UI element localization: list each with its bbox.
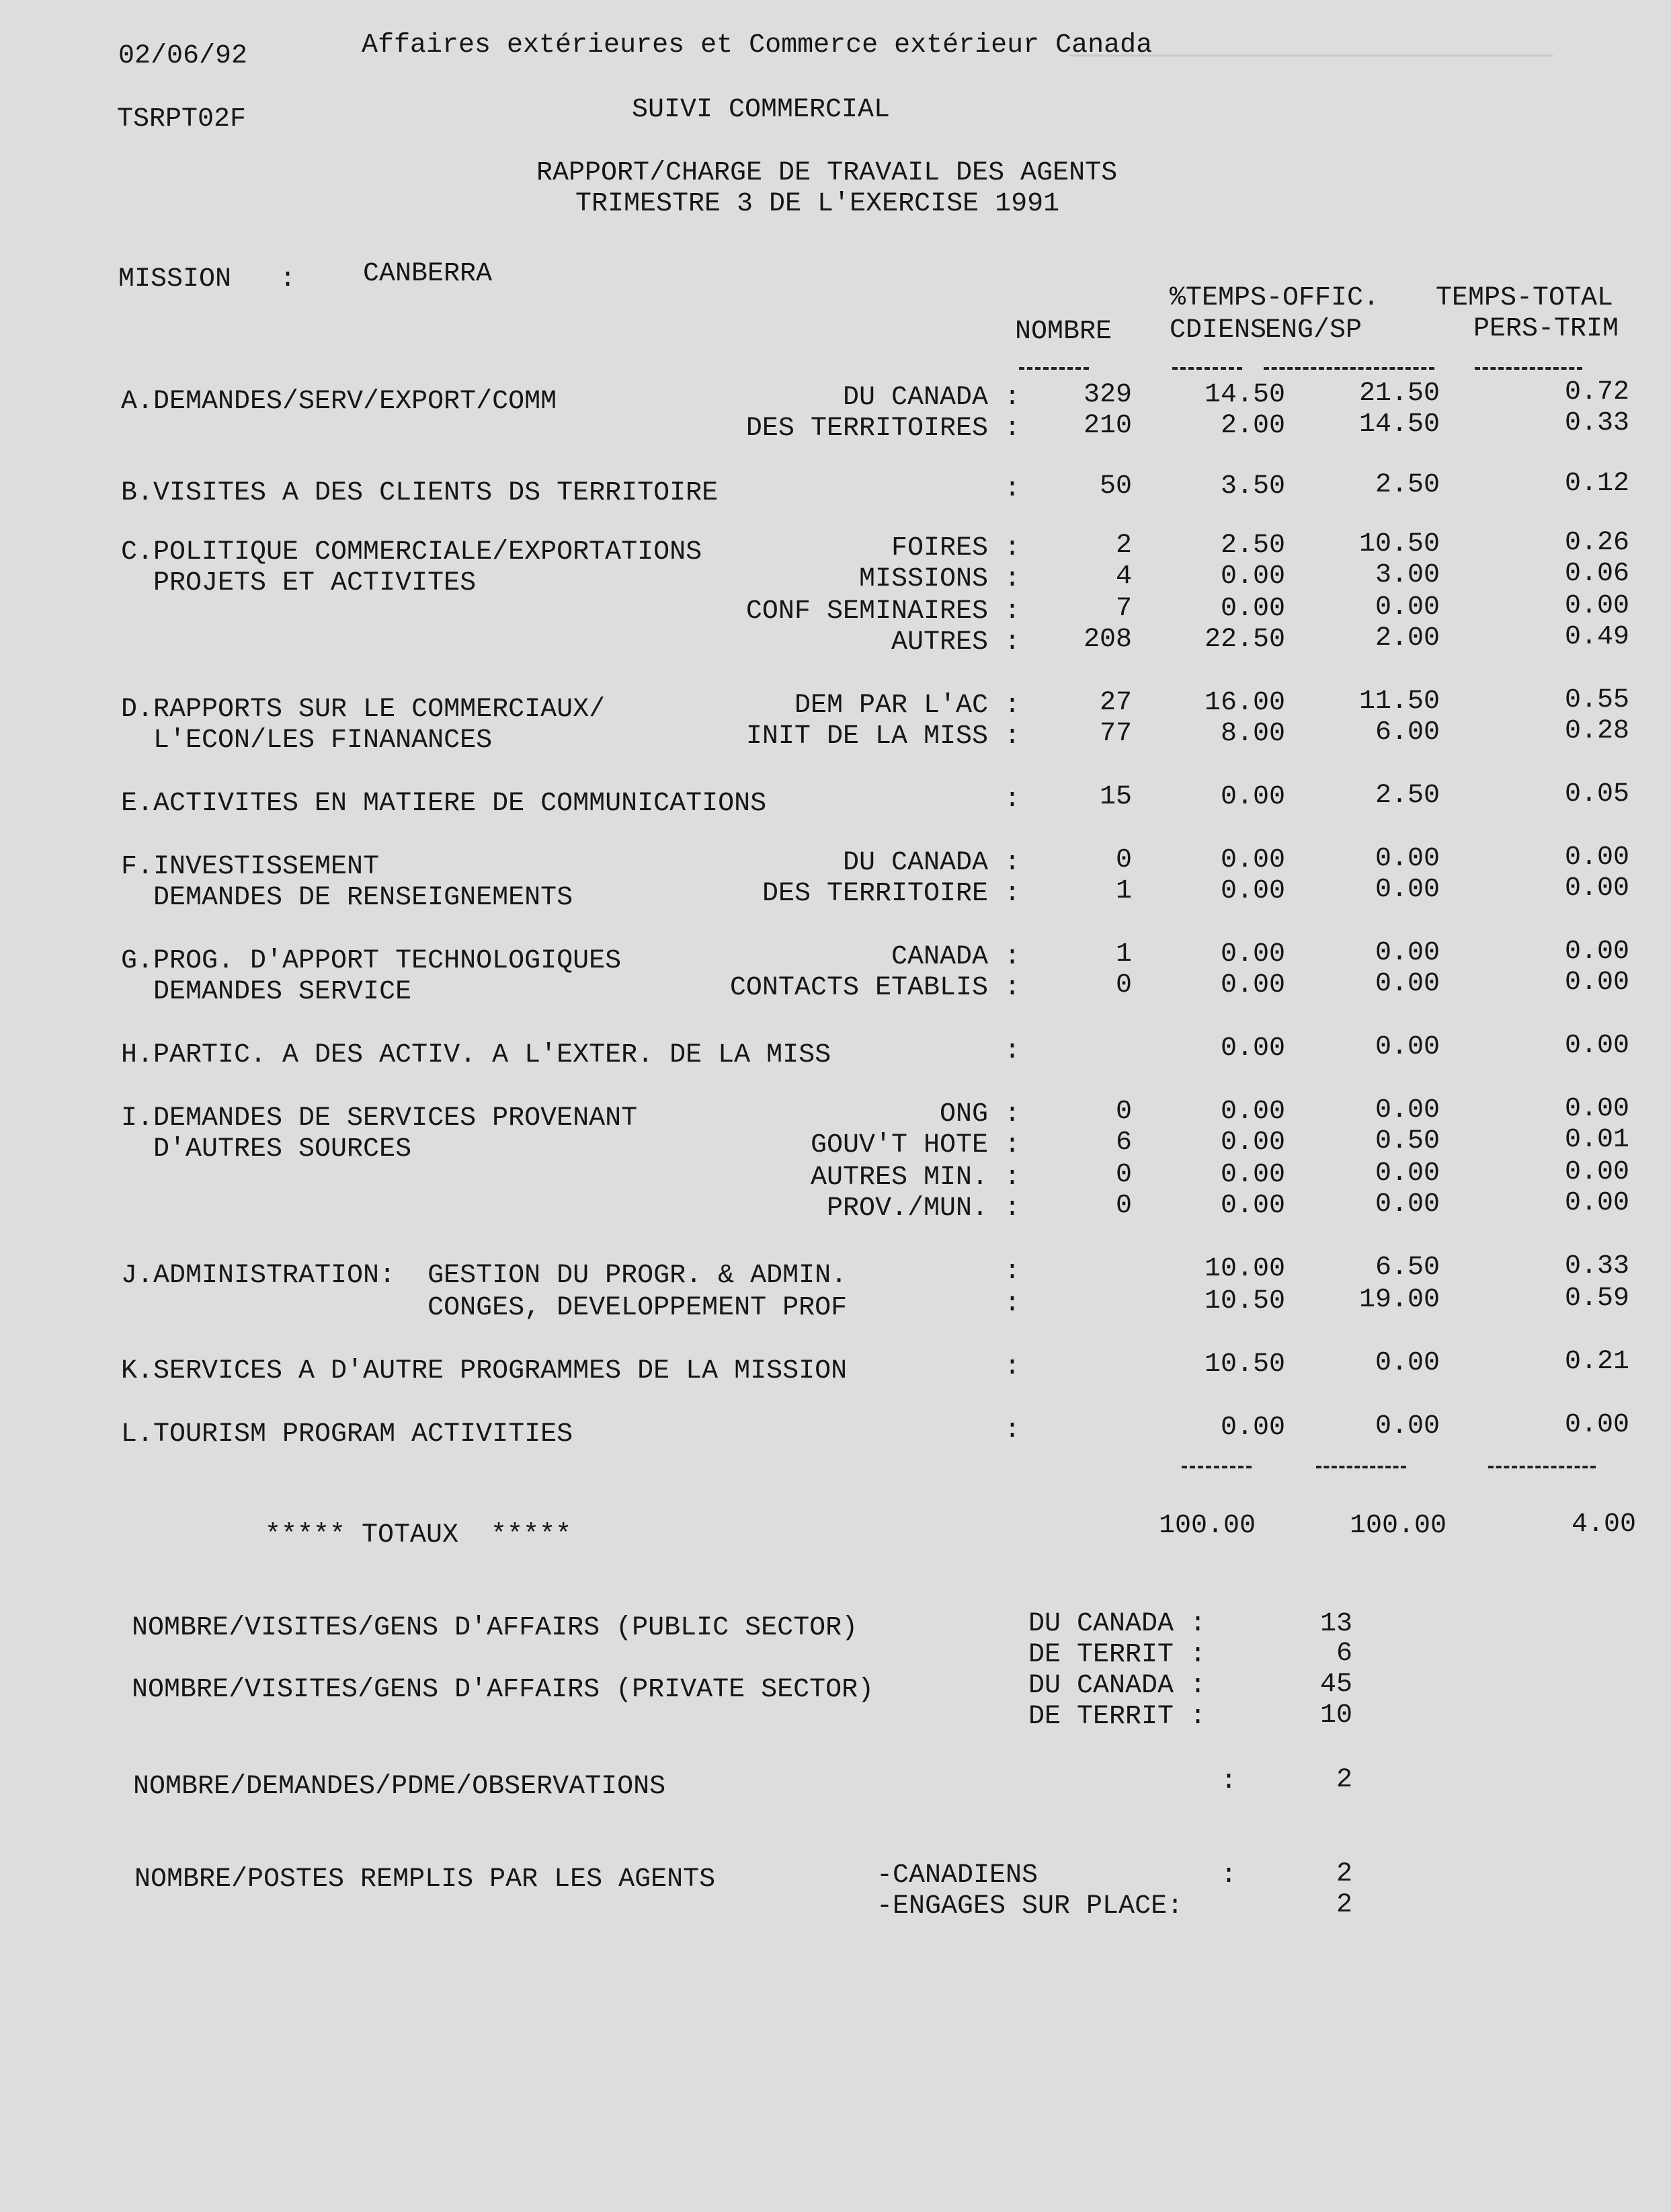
row-pers-trim-value: 0.55: [1564, 685, 1629, 715]
row-pers-trim-value: 0.00: [1564, 1410, 1629, 1440]
row-cdiens-value: 10.50: [1204, 1349, 1285, 1380]
row-pers-trim-value: 0.28: [1564, 716, 1629, 746]
row-pers-trim-value: 0.12: [1564, 469, 1629, 499]
row-pers-trim-value: 0.00: [1564, 842, 1629, 873]
postes-canadiens-colon: :: [1221, 1860, 1237, 1891]
postes-canadiens-label: -CANADIENS: [877, 1860, 1038, 1891]
row-nombre-value: 0: [1115, 845, 1132, 875]
visits-private-canada-label: DU CANADA :: [1028, 1671, 1207, 1701]
total-rule: [1488, 1466, 1596, 1468]
row-subcategory-label: ONG :: [939, 1099, 1020, 1130]
row-category-label: D'AUTRES SOURCES: [121, 1134, 412, 1164]
visits-private-territ: 10: [1319, 1700, 1352, 1731]
report-code: TSRPT02F: [117, 104, 247, 134]
row-eng-sp-value: 0.00: [1375, 1348, 1440, 1378]
row-pers-trim-value: 0.59: [1564, 1283, 1629, 1314]
row-subcategory-label: :: [1004, 1289, 1020, 1319]
row-subcategory-label: FOIRES :: [891, 533, 1020, 563]
row-category-label: L.TOURISM PROGRAM ACTIVITIES: [121, 1419, 573, 1450]
system-name: SUIVI COMMERCIAL: [632, 95, 891, 125]
postes-engages-value: 2: [1336, 1890, 1352, 1920]
row-eng-sp-value: 2.50: [1375, 470, 1440, 500]
visits-private-territ-label: DE TERRIT :: [1028, 1702, 1207, 1732]
row-category-label: C.POLITIQUE COMMERCIALE/EXPORTATIONS: [121, 537, 702, 567]
row-pers-trim-value: 0.21: [1564, 1347, 1629, 1377]
totals-label: ***** TOTAUX *****: [265, 1520, 572, 1550]
col-temps-total-header: TEMPS-TOTAL: [1436, 283, 1614, 313]
bleed-through-artifact: ──────────────────────────────: [1069, 42, 1553, 73]
row-nombre-value: 1: [1115, 939, 1132, 970]
row-eng-sp-value: 0.00: [1375, 938, 1440, 968]
pdme-value: 2: [1336, 1765, 1352, 1795]
row-category-label: E.ACTIVITES EN MATIERE DE COMMUNICATIONS: [121, 789, 767, 819]
row-category-label: A.DEMANDES/SERV/EXPORT/COMM: [121, 387, 557, 417]
row-nombre-value: 27: [1099, 688, 1132, 718]
col-eng-sp-header: ENG/SP: [1265, 315, 1362, 346]
totals-pers-trim: 4.00: [1571, 1509, 1636, 1540]
row-eng-sp-value: 2.50: [1375, 781, 1440, 811]
visits-public-canada: 13: [1319, 1609, 1352, 1639]
row-eng-sp-value: 0.00: [1375, 1095, 1440, 1125]
row-cdiens-value: 2.00: [1220, 411, 1285, 441]
row-eng-sp-value: 19.00: [1358, 1285, 1440, 1315]
row-cdiens-value: 10.50: [1204, 1286, 1285, 1316]
row-eng-sp-value: 3.00: [1375, 560, 1440, 590]
row-cdiens-value: 8.00: [1220, 719, 1285, 749]
row-cdiens-value: 0.00: [1220, 1191, 1285, 1221]
row-category-label: I.DEMANDES DE SERVICES PROVENANT: [121, 1103, 638, 1134]
total-rule: [1316, 1466, 1406, 1468]
row-nombre-value: 0: [1115, 1191, 1132, 1221]
row-pers-trim-value: 0.72: [1564, 377, 1629, 407]
header-underline: [1475, 367, 1582, 370]
row-subcategory-label: :: [1004, 1036, 1020, 1066]
row-pers-trim-value: 0.49: [1564, 622, 1629, 652]
row-cdiens-value: 14.50: [1204, 380, 1285, 410]
header-underline: [1264, 367, 1434, 370]
row-eng-sp-value: 6.00: [1375, 717, 1440, 748]
row-nombre-value: 7: [1115, 594, 1132, 624]
row-category-label: F.INVESTISSEMENT: [121, 852, 380, 882]
row-cdiens-value: 0.00: [1220, 594, 1285, 624]
postes-label: NOMBRE/POSTES REMPLIS PAR LES AGENTS: [134, 1864, 716, 1895]
row-cdiens-value: 0.00: [1220, 939, 1285, 970]
row-eng-sp-value: 0.00: [1375, 844, 1440, 874]
row-category-label: B.VISITES A DES CLIENTS DS TERRITOIRE: [121, 478, 719, 508]
row-cdiens-value: 0.00: [1220, 1413, 1285, 1443]
row-subcategory-label: AUTRES MIN. :: [810, 1162, 1020, 1193]
row-pers-trim-value: 0.00: [1564, 1157, 1629, 1187]
totals-cdiens: 100.00: [1158, 1511, 1256, 1541]
row-subcategory-label: GOUV'T HOTE :: [810, 1130, 1020, 1160]
row-eng-sp-value: 0.00: [1375, 592, 1440, 623]
mission-value: CANBERRA: [363, 259, 493, 289]
row-cdiens-value: 0.00: [1220, 1033, 1285, 1064]
row-subcategory-label: DES TERRITOIRE :: [762, 879, 1020, 909]
row-nombre-value: 15: [1099, 782, 1132, 812]
row-category-label: J.ADMINISTRATION: GESTION DU PROGR. & ADMIN.: [121, 1261, 848, 1291]
row-pers-trim-value: 0.05: [1564, 779, 1629, 809]
row-cdiens-value: 0.00: [1220, 970, 1285, 1000]
row-nombre-value: 329: [1083, 380, 1132, 410]
row-pers-trim-value: 0.00: [1564, 873, 1629, 904]
row-eng-sp-value: 0.00: [1375, 1032, 1440, 1062]
header-underline: [1019, 367, 1089, 370]
row-eng-sp-value: 6.50: [1375, 1253, 1440, 1283]
row-subcategory-label: :: [1004, 785, 1020, 815]
row-eng-sp-value: 0.00: [1375, 1411, 1440, 1441]
visits-private-label: NOMBRE/VISITES/GENS D'AFFAIRS (PRIVATE SECTOR): [132, 1675, 874, 1705]
row-cdiens-value: 0.00: [1220, 782, 1285, 812]
row-cdiens-value: 2.50: [1220, 530, 1285, 561]
row-pers-trim-value: 0.00: [1564, 1031, 1629, 1061]
row-pers-trim-value: 0.00: [1564, 591, 1629, 621]
row-category-label: CONGES, DEVELOPPEMENT PROF: [121, 1293, 848, 1323]
row-cdiens-value: 0.00: [1220, 845, 1285, 875]
row-eng-sp-value: 14.50: [1358, 409, 1440, 440]
row-nombre-value: 210: [1083, 411, 1132, 441]
row-nombre-value: 1: [1115, 876, 1132, 906]
header-underline: [1172, 367, 1242, 370]
row-nombre-value: 0: [1115, 970, 1132, 1000]
col-pers-trim-header: PERS-TRIM: [1473, 314, 1619, 344]
postes-engages-label: -ENGAGES SUR PLACE:: [877, 1891, 1184, 1922]
report-date: 02/06/92: [118, 41, 248, 71]
row-subcategory-label: :: [1004, 1415, 1020, 1446]
row-category-label: DEMANDES SERVICE: [121, 977, 412, 1007]
row-pers-trim-value: 0.00: [1564, 1094, 1629, 1124]
row-subcategory-label: AUTRES :: [891, 627, 1020, 658]
row-pers-trim-value: 0.26: [1564, 528, 1629, 558]
row-subcategory-label: INIT DE LA MISS :: [745, 721, 1020, 752]
report-period: TRIMESTRE 3 DE L'EXERCISE 1991: [575, 189, 1060, 219]
visits-public-canada-label: DU CANADA :: [1028, 1609, 1207, 1639]
row-nombre-value: 0: [1115, 1160, 1132, 1190]
row-eng-sp-value: 0.00: [1375, 1189, 1440, 1220]
row-category-label: K.SERVICES A D'AUTRE PROGRAMMES DE LA MISSION: [121, 1356, 848, 1386]
report-title: RAPPORT/CHARGE DE TRAVAIL DES AGENTS: [536, 158, 1118, 188]
row-cdiens-value: 0.00: [1220, 561, 1285, 592]
row-nombre-value: 4: [1115, 561, 1132, 592]
row-cdiens-value: 22.50: [1204, 625, 1285, 655]
col-nombre-header: NOMBRE: [1015, 317, 1112, 347]
row-nombre-value: 6: [1115, 1128, 1132, 1158]
visits-public-label: NOMBRE/VISITES/GENS D'AFFAIRS (PUBLIC SECTOR): [132, 1613, 858, 1643]
row-nombre-value: 208: [1083, 625, 1132, 655]
row-eng-sp-value: 10.50: [1358, 529, 1440, 559]
row-eng-sp-value: 11.50: [1358, 686, 1440, 717]
row-nombre-value: 77: [1099, 719, 1132, 749]
row-category-label: H.PARTIC. A DES ACTIV. A L'EXTER. DE LA MISS: [121, 1040, 831, 1070]
row-cdiens-value: 16.00: [1204, 688, 1285, 718]
row-pers-trim-value: 0.00: [1564, 1188, 1629, 1218]
row-nombre-value: 50: [1099, 471, 1132, 502]
row-nombre-value: 0: [1115, 1097, 1132, 1127]
total-rule: [1182, 1466, 1252, 1468]
row-category-label: G.PROG. D'APPORT TECHNOLOGIQUES: [121, 946, 622, 976]
row-cdiens-value: 10.00: [1204, 1254, 1285, 1284]
row-subcategory-label: PROV./MUN. :: [826, 1193, 1020, 1224]
row-cdiens-value: 0.00: [1220, 1128, 1285, 1158]
row-eng-sp-value: 0.00: [1375, 1158, 1440, 1189]
pdme-colon: :: [1221, 1766, 1237, 1796]
row-pers-trim-value: 0.00: [1564, 967, 1629, 998]
department-name: Affaires extérieures et Commerce extérieur Canada: [362, 30, 1153, 61]
row-pers-trim-value: 0.33: [1564, 1251, 1629, 1281]
row-subcategory-label: :: [1004, 1352, 1020, 1382]
row-nombre-value: 2: [1115, 530, 1132, 561]
row-eng-sp-value: 21.50: [1358, 379, 1440, 409]
totals-eng-sp: 100.00: [1349, 1511, 1446, 1541]
row-subcategory-label: DU CANADA :: [842, 383, 1020, 413]
row-cdiens-value: 0.00: [1220, 1160, 1285, 1190]
row-subcategory-label: :: [1004, 474, 1020, 504]
col-cdiens-header: CDIENS: [1170, 315, 1267, 346]
visits-public-territ-label: DE TERRIT :: [1028, 1640, 1207, 1670]
row-pers-trim-value: 0.06: [1564, 559, 1629, 589]
row-eng-sp-value: 0.00: [1375, 875, 1440, 905]
mission-label: MISSION :: [118, 264, 296, 294]
col-temps-offic-header: %TEMPS-OFFIC.: [1170, 283, 1380, 313]
row-cdiens-value: 0.00: [1220, 1097, 1285, 1127]
row-eng-sp-value: 0.00: [1375, 969, 1440, 999]
row-pers-trim-value: 0.01: [1564, 1125, 1629, 1155]
row-subcategory-label: DEM PAR L'AC :: [794, 690, 1020, 721]
row-cdiens-value: 0.00: [1220, 876, 1285, 906]
postes-canadiens-value: 2: [1336, 1859, 1352, 1889]
row-subcategory-label: MISSIONS :: [858, 564, 1020, 594]
row-pers-trim-value: 0.00: [1564, 937, 1629, 967]
row-subcategory-label: CONTACTS ETABLIS :: [729, 973, 1020, 1003]
row-eng-sp-value: 0.50: [1375, 1126, 1440, 1156]
row-category-label: L'ECON/LES FINANANCES: [121, 725, 493, 756]
row-pers-trim-value: 0.33: [1564, 408, 1629, 438]
row-category-label: PROJETS ET ACTIVITES: [121, 568, 477, 598]
row-cdiens-value: 3.50: [1220, 471, 1285, 502]
row-subcategory-label: DU CANADA :: [842, 848, 1020, 878]
pdme-label: NOMBRE/DEMANDES/PDME/OBSERVATIONS: [133, 1772, 666, 1802]
visits-public-territ: 6: [1336, 1638, 1352, 1669]
row-subcategory-label: DES TERRITOIRES :: [745, 413, 1020, 444]
row-subcategory-label: CONF SEMINAIRES :: [745, 596, 1020, 627]
row-subcategory-label: :: [1004, 1257, 1020, 1287]
row-eng-sp-value: 2.00: [1375, 623, 1440, 654]
visits-private-canada: 45: [1319, 1669, 1352, 1700]
row-category-label: D.RAPPORTS SUR LE COMMERCIAUX/: [121, 695, 606, 725]
row-subcategory-label: CANADA :: [891, 942, 1020, 972]
row-category-label: DEMANDES DE RENSEIGNEMENTS: [121, 883, 573, 913]
